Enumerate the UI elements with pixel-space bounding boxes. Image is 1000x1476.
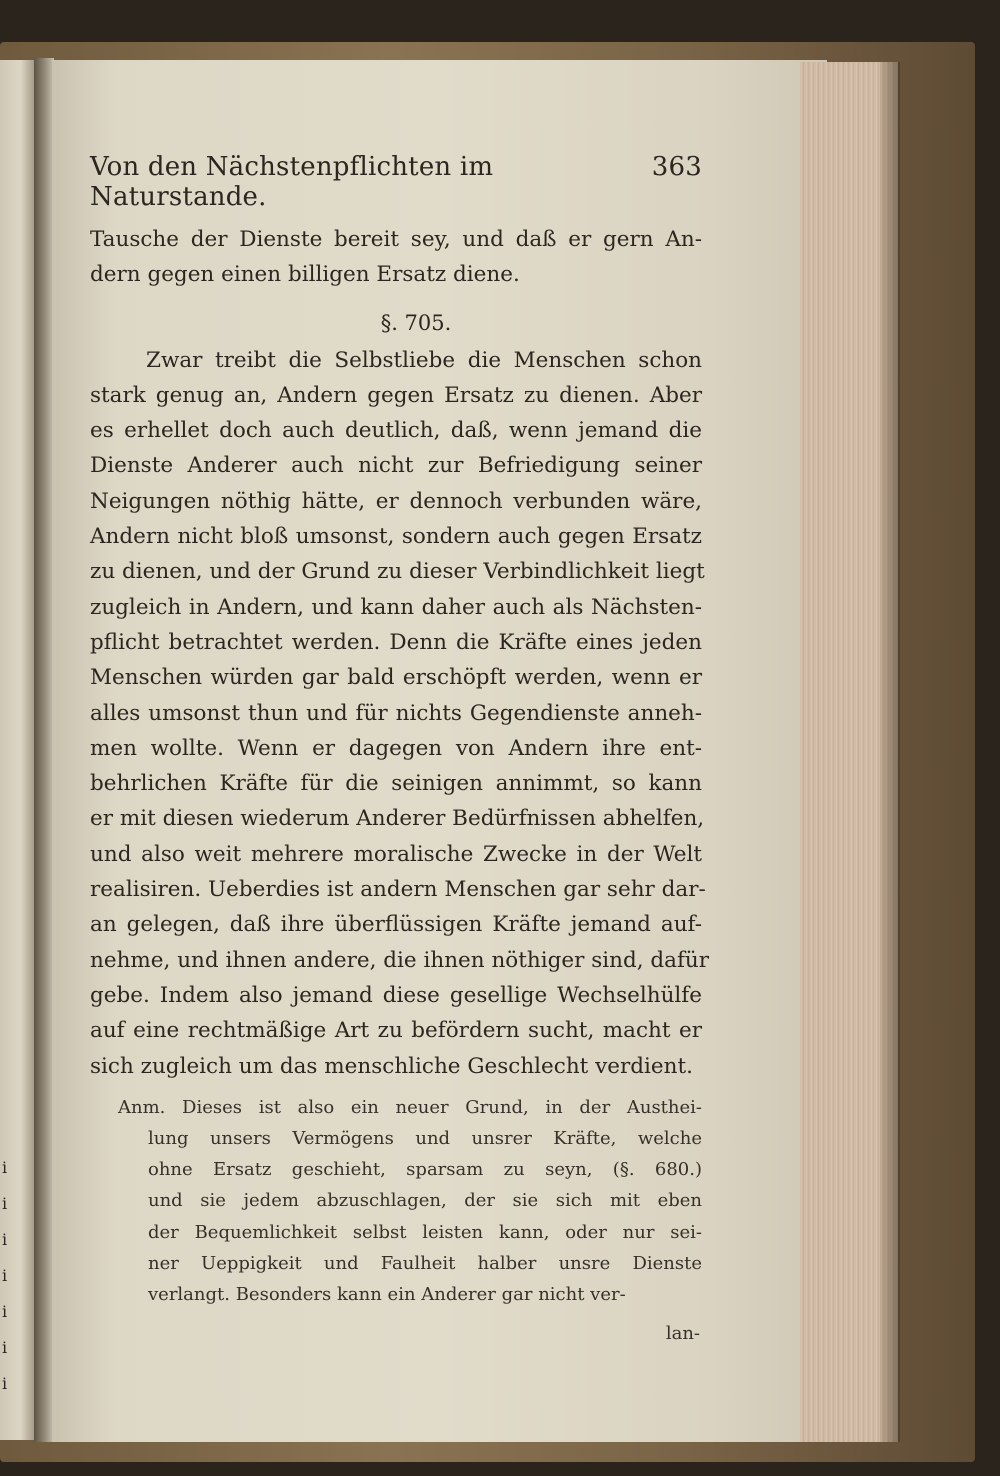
left-margin-mark: i: [2, 1266, 8, 1285]
gutter-shadow: [34, 58, 54, 1442]
body-paragraph: [90, 343, 710, 1084]
left-margin-mark: i: [2, 1302, 8, 1321]
text-line: Zwar treibt die Selbstliebe die Menschen schon: [146, 347, 702, 373]
text-line: verlangt. Besonders kann ein Anderer gar nicht ver-: [148, 1284, 626, 1306]
catchword: lan-: [665, 1323, 700, 1345]
text-line: Neigungen nöthig hätte, er dennoch verbunden wäre,: [90, 488, 702, 514]
text-line: behrlichen Kräfte für die seinigen annimmt, so kann: [90, 771, 702, 797]
text-line: realisiren. Ueberdies ist andern Menschen gar sehr dar-: [90, 877, 706, 903]
left-margin-mark: i: [2, 1338, 8, 1357]
text-line: an gelegen, daß ihre überflüssigen Kräfte jemand auf-: [90, 912, 702, 938]
left-margin-mark: i: [2, 1194, 8, 1213]
text-line: auf eine rechtmäßige Art zu befördern sucht, macht er: [90, 1018, 702, 1044]
running-title: Von den Nächstenpflichten im Naturstande.: [90, 152, 494, 212]
text-line: Anm. Dieses ist also ein neuer Grund, in der Austhei-: [118, 1096, 702, 1118]
text-line: lung unsers Vermögens und unsrer Kräfte, welche: [148, 1128, 702, 1150]
text-line: ner Ueppigkeit und Faulheit halber unsre Dienste: [148, 1252, 702, 1274]
left-page-edge: [0, 60, 34, 1440]
text-line: alles umsonst thun und für nichts Gegendienste anneh-: [90, 700, 702, 726]
text-line: men wollte. Wenn er dagegen von Andern ihre ent-: [90, 735, 702, 761]
text-line: sich zugleich um das menschliche Geschlecht verdient.: [90, 1053, 693, 1079]
text-line: Tausche der Dienste bereit sey, und daß er gern An-: [90, 227, 702, 252]
text-line: ohne Ersatz geschieht, sparsam zu seyn, (§. 680.): [148, 1159, 702, 1181]
text-line: zugleich in Andern, und kann daher auch als Nächsten-: [90, 594, 702, 620]
page-number: 363: [651, 152, 702, 182]
intro-paragraph: [90, 222, 702, 293]
text-line: und sie jedem abzuschlagen, der sie sich mit eben: [148, 1190, 702, 1212]
left-margin-mark: i: [2, 1374, 8, 1393]
section-heading: §. 705.: [380, 310, 452, 335]
annotation-note: [90, 1092, 702, 1310]
text-line: dern gegen einen billigen Ersatz diene.: [90, 262, 520, 288]
running-header: [90, 152, 702, 212]
left-margin-marks: [2, 1150, 7, 1402]
text-line: es erhellet doch auch deutlich, daß, wenn jemand die: [90, 418, 702, 444]
text-line: pflicht betrachtet werden. Denn die Kräfte eines jeden: [90, 629, 702, 655]
page-text: [90, 152, 710, 1349]
text-line: stark genug an, Andern gegen Ersatz zu dienen. Aber: [90, 382, 702, 408]
text-line: der Bequemlichkeit selbst leisten kann, oder nur sei-: [148, 1221, 702, 1243]
catchword-line: [90, 1318, 702, 1349]
text-line: Andern nicht bloß umsonst, sondern auch gegen Ersatz: [90, 524, 702, 550]
left-margin-mark: i: [2, 1158, 8, 1177]
page-edges-shadow: [880, 62, 900, 1442]
left-margin-mark: i: [2, 1230, 8, 1249]
text-line: und also weit mehrere moralische Zwecke in der Welt: [90, 841, 702, 867]
text-line: nehme, und ihnen andere, die ihnen nöthiger sind, dafür: [90, 947, 710, 973]
text-line: zu dienen, und der Grund zu dieser Verbindlichkeit liegt: [90, 559, 705, 585]
text-line: er mit diesen wiederum Anderer Bedürfnissen abhelfen,: [90, 806, 705, 832]
text-line: Dienste Anderer auch nicht zur Befriedigung seiner: [90, 453, 702, 479]
text-line: Menschen würden gar bald erschöpft werden, wenn er: [90, 665, 702, 691]
text-line: gebe. Indem also jemand diese gesellige Wechselhülfe: [90, 982, 702, 1008]
